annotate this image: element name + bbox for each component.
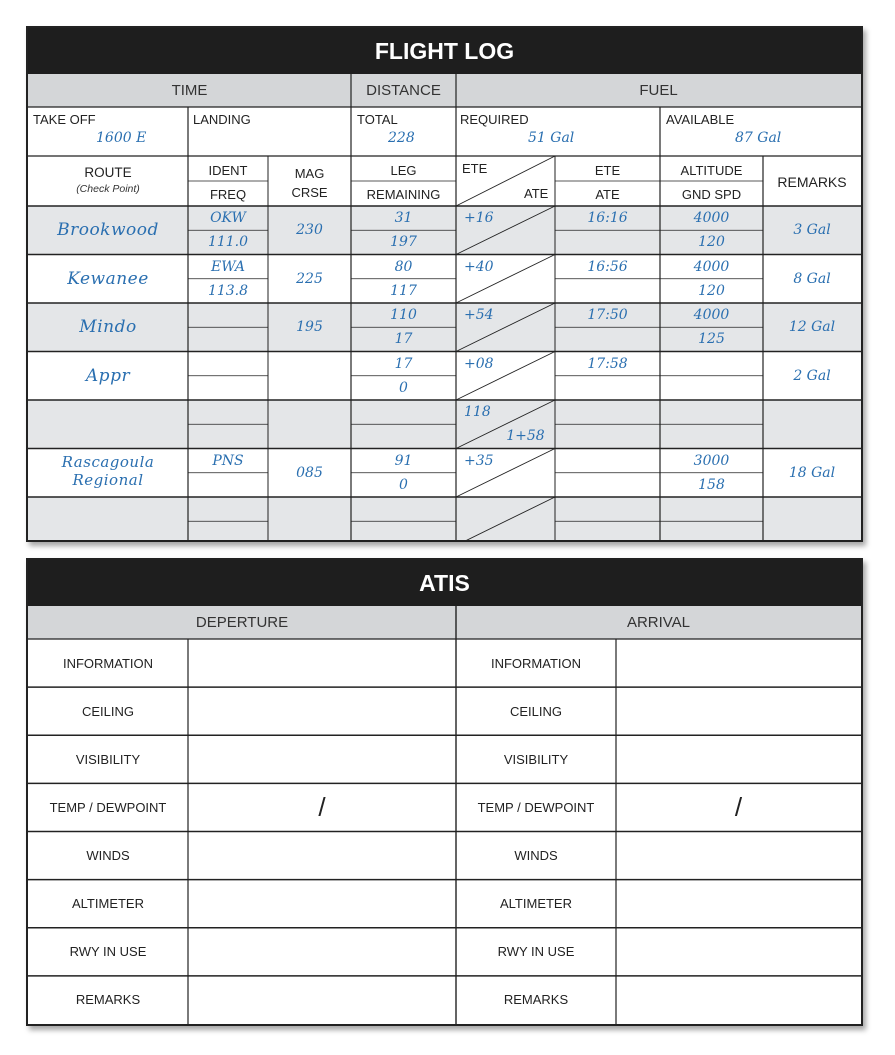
departure-header: DEPERTURE <box>195 614 289 631</box>
ident-value[interactable] <box>188 400 268 424</box>
landing-label: LANDING <box>193 112 251 127</box>
ate-time-value[interactable] <box>555 521 660 545</box>
freq-value[interactable] <box>188 376 268 400</box>
ate-diag-value[interactable] <box>498 230 553 254</box>
freq-value[interactable]: 111.0 <box>207 234 249 251</box>
mag-course-value[interactable] <box>268 352 351 401</box>
available-label: AVAILABLE <box>666 112 735 127</box>
altitude-col-header: ALTITUDE <box>680 162 743 178</box>
ate-time-value[interactable] <box>555 376 660 400</box>
route-checkpoint[interactable] <box>28 400 188 449</box>
ate-diag-header: ATE <box>524 186 549 201</box>
arrival-field-label: REMARKS <box>503 992 569 1008</box>
ete-time-value[interactable] <box>555 400 660 424</box>
remaining-col-header: REMAINING <box>366 186 441 202</box>
total-label: TOTAL <box>357 112 398 127</box>
remarks-value[interactable]: 18 Gal <box>788 464 836 481</box>
arrival-field-label: INFORMATION <box>490 655 582 671</box>
atis-card <box>26 558 863 1026</box>
leg-distance-value[interactable]: 80 <box>394 258 413 275</box>
takeoff-label: TAKE OFF <box>33 112 96 127</box>
route-checkpoint[interactable]: Appr <box>85 365 131 386</box>
ate-time-value[interactable] <box>555 230 660 254</box>
mag-col-header: MAG <box>294 165 325 181</box>
ete-diag-value[interactable]: +35 <box>464 452 494 469</box>
altitude-value[interactable]: 4000 <box>693 258 730 275</box>
altitude-value[interactable] <box>660 400 763 424</box>
ete-diag-value[interactable]: +40 <box>464 258 494 275</box>
required-label: REQUIRED <box>460 112 529 127</box>
remaining-distance-value[interactable]: 0 <box>399 379 408 396</box>
arrival-field-label: CEILING <box>509 703 562 719</box>
remarks-value[interactable] <box>763 497 861 546</box>
departure-field-label: REMARKS <box>75 992 141 1008</box>
gnd-spd-value[interactable]: 120 <box>698 234 725 251</box>
arrival-field-label: RWY IN USE <box>497 944 575 960</box>
arrival-field-value[interactable] <box>616 928 861 976</box>
ete-time-value[interactable]: 16:16 <box>587 210 628 227</box>
route-checkpoint[interactable]: Rascagoula <box>61 452 155 471</box>
ete-time-value[interactable]: 17:58 <box>587 355 628 372</box>
mag-course-value[interactable]: 085 <box>296 464 323 481</box>
remaining-distance-value[interactable]: 117 <box>390 282 417 299</box>
ete-diag-header: ETE <box>462 161 488 176</box>
remaining-distance-value[interactable]: 197 <box>390 234 417 251</box>
mag-course-value[interactable]: 225 <box>296 270 323 287</box>
freq-value[interactable]: 113.8 <box>207 282 249 299</box>
departure-field-value[interactable] <box>188 735 456 783</box>
arrival-field-value[interactable] <box>616 687 861 735</box>
ident-value[interactable]: OKW <box>210 210 246 227</box>
arrival-field-value[interactable] <box>616 976 861 1024</box>
ate-diag-value[interactable]: 1+58 <box>506 428 545 445</box>
mag-course-value[interactable] <box>268 400 351 449</box>
gnd-spd-value[interactable] <box>660 424 763 448</box>
leg-distance-value[interactable] <box>351 497 456 521</box>
ete-time-value[interactable]: 17:50 <box>587 307 628 324</box>
leg-col-header: LEG <box>390 162 417 178</box>
distance-section-header: DISTANCE <box>366 82 441 99</box>
remarks-value[interactable]: 2 Gal <box>793 367 831 384</box>
route-col-header: ROUTE <box>84 165 132 180</box>
departure-field-value[interactable] <box>188 928 456 976</box>
arrival-field-label: WINDS <box>514 848 558 864</box>
ete-time-value[interactable] <box>555 497 660 521</box>
arrival-temp-separator: / <box>734 791 743 822</box>
route-checkpoint[interactable]: Brookwood <box>57 220 159 241</box>
gnd-spd-value[interactable]: 120 <box>698 282 725 299</box>
remaining-distance-value[interactable]: 0 <box>399 476 408 493</box>
arrival-field-value[interactable] <box>616 832 861 880</box>
departure-field-label: INFORMATION <box>62 655 154 671</box>
departure-temp-separator: / <box>318 791 326 822</box>
route-checkpoint-line2[interactable]: Regional <box>72 470 144 489</box>
ete-col-header: ETE <box>594 162 621 178</box>
remarks-value[interactable] <box>763 400 861 449</box>
arrival-header: ARRIVAL <box>626 614 691 631</box>
atis-title: ATIS <box>28 560 861 606</box>
remarks-col-header: REMARKS <box>777 174 847 190</box>
ete-diag-value[interactable]: +16 <box>464 210 494 227</box>
remarks-value[interactable]: 12 Gal <box>788 319 836 336</box>
leg-distance-value[interactable] <box>351 400 456 424</box>
altitude-value[interactable] <box>660 497 763 521</box>
freq-col-header: FREQ <box>209 186 247 202</box>
flight-log-card <box>26 26 863 542</box>
arrival-field-label: VISIBILITY <box>503 751 569 767</box>
route-checkpoint[interactable] <box>28 497 188 546</box>
freq-value[interactable] <box>188 327 268 351</box>
departure-field-label: WINDS <box>86 848 130 864</box>
gnd-spd-value[interactable] <box>660 376 763 400</box>
gnd-spd-value[interactable] <box>660 521 763 545</box>
fuel-section-header: FUEL <box>639 82 678 99</box>
ate-diag-value[interactable] <box>498 473 553 497</box>
route-checkpoint[interactable]: Mindo <box>79 317 137 338</box>
mag-course-value[interactable] <box>268 497 351 546</box>
departure-field-label: ALTIMETER <box>72 896 144 912</box>
ete-diag-value[interactable]: +08 <box>464 355 494 372</box>
route-checkpoint[interactable]: Kewanee <box>67 268 149 289</box>
ate-diag-value[interactable] <box>498 279 553 303</box>
leg-distance-value[interactable]: 110 <box>390 307 417 324</box>
ete-time-value[interactable]: 16:56 <box>587 258 628 275</box>
total-value[interactable]: 228 <box>388 130 415 146</box>
departure-field-value[interactable] <box>188 832 456 880</box>
remaining-distance-value[interactable] <box>351 521 456 545</box>
takeoff-value[interactable]: 1600 E <box>96 130 147 146</box>
ident-value[interactable] <box>188 352 268 376</box>
leg-distance-value[interactable]: 31 <box>394 210 413 227</box>
leg-distance-value[interactable]: 17 <box>394 355 413 372</box>
freq-value[interactable] <box>188 473 268 497</box>
ate-time-value[interactable] <box>555 327 660 351</box>
departure-field-value[interactable] <box>188 976 456 1024</box>
ident-col-header: IDENT <box>208 162 248 178</box>
departure-field-value[interactable] <box>188 687 456 735</box>
time-section-header: TIME <box>171 82 208 99</box>
ete-diag-value[interactable]: +54 <box>464 307 494 324</box>
ate-time-value[interactable] <box>555 473 660 497</box>
arrival-field-label: TEMP / DEWPOINT <box>477 799 595 815</box>
route-col-subheader: (Check Point) <box>76 183 140 195</box>
gnd-spd-value[interactable]: 125 <box>698 331 725 348</box>
ident-value[interactable]: EWA <box>210 258 246 275</box>
ete-diag-value[interactable] <box>464 497 524 521</box>
gnd-spd-value[interactable]: 158 <box>698 476 725 493</box>
departure-field-label: TEMP / DEWPOINT <box>49 799 167 815</box>
crse-col-header: CRSE <box>291 184 328 200</box>
altitude-value[interactable] <box>660 352 763 376</box>
arrival-field-value[interactable] <box>616 735 861 783</box>
remaining-distance-value[interactable]: 17 <box>394 331 413 348</box>
departure-field-value[interactable] <box>188 639 456 687</box>
departure-field-label: RWY IN USE <box>69 944 147 960</box>
ete-time-value[interactable] <box>555 449 660 473</box>
departure-field-label: VISIBILITY <box>75 751 141 767</box>
remaining-distance-value[interactable] <box>351 424 456 448</box>
departure-field-value[interactable] <box>188 880 456 928</box>
remarks-value[interactable]: 8 Gal <box>793 270 831 287</box>
ate-diag-value[interactable] <box>498 521 553 545</box>
arrival-field-label: ALTIMETER <box>500 896 572 912</box>
ate-time-value[interactable] <box>555 279 660 303</box>
ate-col-header: ATE <box>595 186 620 202</box>
ete-diag-value[interactable]: 118 <box>464 404 491 421</box>
remarks-value[interactable]: 3 Gal <box>793 222 831 239</box>
freq-value[interactable] <box>188 521 268 545</box>
arrival-field-value[interactable] <box>616 639 861 687</box>
altitude-value[interactable]: 4000 <box>693 210 730 227</box>
ate-time-value[interactable] <box>555 424 660 448</box>
available-value[interactable]: 87 Gal <box>735 130 782 146</box>
arrival-field-value[interactable] <box>616 880 861 928</box>
altitude-value[interactable]: 3000 <box>693 452 730 469</box>
required-value[interactable]: 51 Gal <box>528 130 575 146</box>
leg-distance-value[interactable]: 91 <box>394 452 413 469</box>
departure-field-label: CEILING <box>81 703 134 719</box>
freq-value[interactable] <box>188 424 268 448</box>
mag-course-value[interactable]: 230 <box>296 222 323 239</box>
ate-diag-value[interactable] <box>498 327 553 351</box>
mag-course-value[interactable]: 195 <box>296 319 323 336</box>
ident-value[interactable]: PNS <box>212 452 244 469</box>
altitude-value[interactable]: 4000 <box>693 307 730 324</box>
ate-diag-value[interactable] <box>498 376 553 400</box>
flight-log-title: FLIGHT LOG <box>28 28 861 74</box>
ident-value[interactable] <box>188 303 268 327</box>
ident-value[interactable] <box>188 497 268 521</box>
gnd-spd-col-header: GND SPD <box>681 186 742 202</box>
